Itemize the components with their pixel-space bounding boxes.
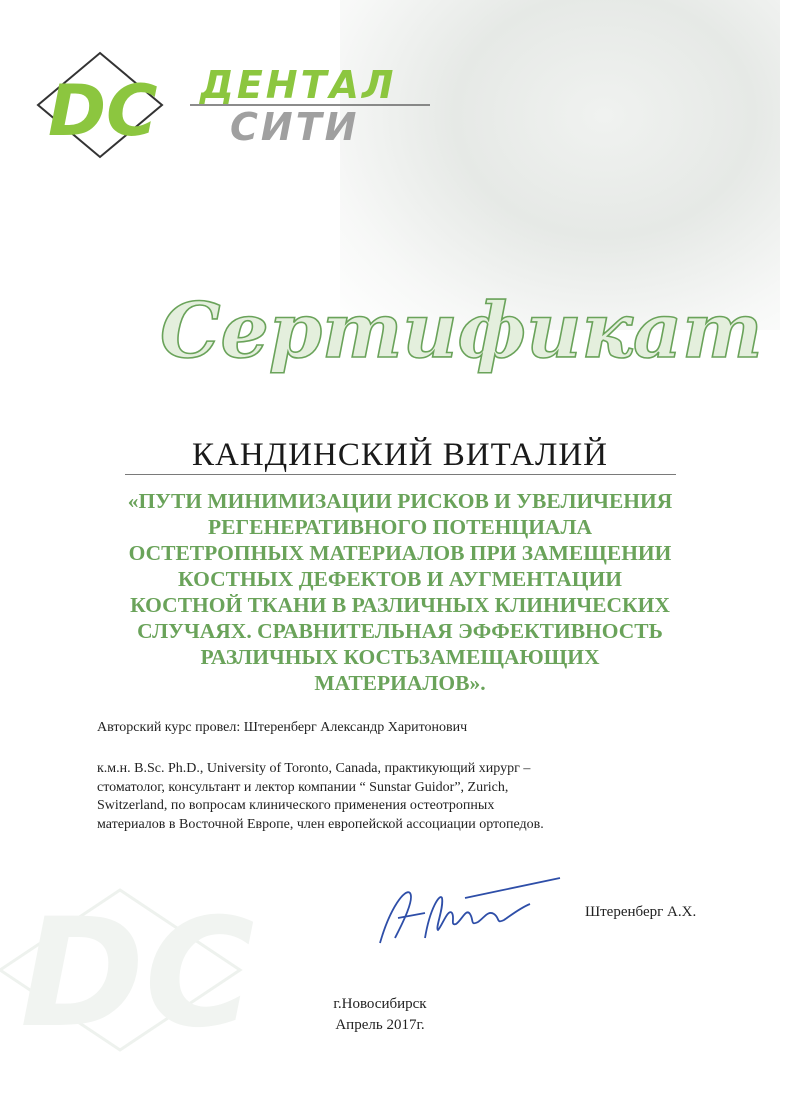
course-line: КОСТНОЙ ТКАНИ В РАЗЛИЧНЫХ КЛИНИЧЕСКИХ	[130, 593, 670, 617]
course-line: РАЗЛИЧНЫХ КОСТЬЗАМЕЩАЮЩИХ	[200, 645, 600, 669]
bio-line: к.м.н. B.Sc. Ph.D., University of Toronto, Canada, практикующий хирург –	[97, 761, 531, 776]
city-text: г.Новосибирск	[333, 996, 427, 1012]
course-line: СЛУЧАЯХ. СРАВНИТЕЛЬНАЯ ЭФФЕКТИВНОСТЬ	[137, 619, 663, 643]
course-line: МАТЕРИАЛОВ».	[314, 671, 486, 695]
bio-line: Switzerland, по вопросам клинического применения остеотропных	[97, 798, 495, 813]
handwritten-signature	[370, 868, 570, 958]
logo-watermark	[0, 887, 330, 1061]
course-line: «ПУТИ МИНИМИЗАЦИИ РИСКОВ И УВЕЛИЧЕНИЯ	[127, 489, 673, 513]
recipient-underline	[125, 474, 676, 475]
logo-mark: DC	[48, 70, 158, 152]
date-text: Апрель 2017г.	[335, 1017, 425, 1033]
course-title	[80, 488, 720, 696]
dental-city-logo	[30, 45, 450, 165]
author-bio	[97, 760, 667, 834]
certificate-title	[140, 275, 763, 385]
bio-line: стоматолог, консультант и лектор компании “ Sunstar Guidor”, Zurich,	[97, 779, 509, 795]
course-line: КОСТНЫХ ДЕФЕКТОВ И АУГМЕНТАЦИИ	[178, 567, 622, 591]
course-line: ОСТЕТРОПНЫХ МАТЕРИАЛОВ ПРИ ЗАМЕЩЕНИИ	[128, 541, 672, 565]
recipient-name: КАНДИНСКИЙ ВИТАЛИЙ	[191, 437, 608, 473]
logo-word-dental: ДЕНТАЛ	[200, 63, 397, 107]
course-author: Авторский курс провел: Штеренберг Александр Харитонович	[97, 720, 468, 735]
logo-word-city: СИТИ	[230, 105, 360, 149]
svg-text:DC: DC	[20, 887, 255, 1061]
certificate-title-text: Сертификат	[160, 286, 763, 375]
course-line: РЕГЕНЕРАТИВНОГО ПОТЕНЦИАЛА	[207, 515, 593, 539]
signer-name: Штеренберг А.Х.	[585, 904, 697, 920]
bio-line: материалов в Восточной Европе, член европейской ассоциации ортопедов.	[97, 816, 544, 832]
